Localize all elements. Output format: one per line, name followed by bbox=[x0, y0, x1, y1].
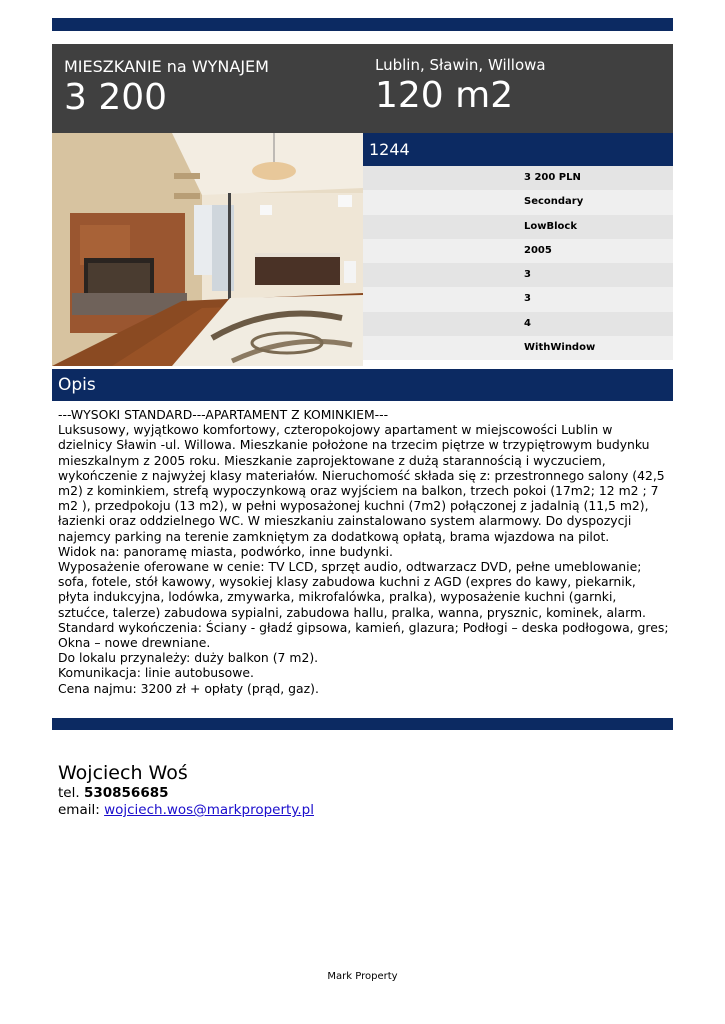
description-paragraph: Komunikacja: linie autobusowe. bbox=[58, 665, 254, 681]
property-photo bbox=[52, 133, 363, 366]
description bbox=[58, 407, 670, 696]
listing-id: 1244 bbox=[363, 133, 673, 166]
agent-phone-line bbox=[58, 785, 314, 802]
listing-parameters bbox=[363, 166, 673, 360]
agent-phone: 530856685 bbox=[83, 785, 169, 801]
email-label: email: bbox=[58, 802, 100, 818]
description-paragraph: Wyposażenie oferowane w cenie: TV LCD, sprzęt audio, odtwarzacz DVD, pełne umeblowanie; sofa, fotele, stół kawowy, wysokiej klasy zabudowa kuchni z AGD (expres do kawy, piekarnik, płyta indukcyjna, lodówka, zmywarka, mikrofalówka, pralka), wyposażenie kuchni (garnki, sztućce, talerze) zabudowa sypialni, zabudowa hallu, pralka, wanna, prysznic, kominek, alarm. bbox=[58, 559, 646, 620]
param-market: Secondary bbox=[363, 190, 673, 214]
param-floor: 3 bbox=[363, 263, 673, 287]
phone-label: tel. bbox=[58, 785, 80, 801]
contact-block bbox=[58, 761, 314, 819]
footer-company: Mark Property bbox=[327, 971, 398, 982]
offer-location: Lublin, Sławin, Willowa bbox=[375, 56, 546, 74]
description-paragraph: ---WYSOKI STANDARD---APARTAMENT Z KOMINKIEM--- bbox=[58, 407, 389, 422]
param-floors-total: 3 bbox=[363, 287, 673, 311]
param-year: 2005 bbox=[363, 239, 673, 263]
section-title: Opis bbox=[52, 369, 673, 401]
agent-email-line bbox=[58, 802, 314, 819]
bottom-accent-bar bbox=[52, 718, 673, 730]
param-kitchen: WithWindow bbox=[363, 336, 673, 360]
agent-name: Wojciech Woś bbox=[58, 762, 188, 784]
offer-type: MIESZKANIE na WYNAJEM bbox=[64, 57, 269, 76]
offer-price: 3 200 bbox=[64, 77, 168, 118]
description-paragraph: Cena najmu: 3200 zł + opłaty (prąd, gaz). bbox=[58, 680, 319, 696]
listing-header bbox=[52, 44, 673, 133]
param-price: 3 200 PLN bbox=[363, 166, 673, 190]
description-paragraph: Standard wykończenia: Ściany - gładź gipsowa, kamień, glazura; Podłogi – deska podłogowa, gres; Okna – nowe drewniane. bbox=[58, 619, 669, 651]
description-paragraph: Do lokalu przynależy: duży balkon (7 m2). bbox=[58, 650, 319, 666]
agent-email-link[interactable]: wojciech.wos@markproperty.pl bbox=[104, 802, 314, 818]
description-paragraph: Luksusowy, wyjątkowo komfortowy, czteropokojowy apartament w miejscowości Lublin w dzielnicy Sławin -ul. Willowa. Mieszkanie położone na trzecim piętrze w trzypiętrowym budynku mieszkalnym z 2005 roku. Mieszkanie zaprojektowane z dużą starannością i wyczuciem, wykończenie z najwyżej klasy materiałów. Nieruchomość składa się z: przestronnego salony (42,5 m2) z kominkiem, strefą wypoczynkową oraz wyjściem na balkon, trzech pokoi (17m2; 12 m2 ; 7 m2 ), przedpokoju (13 m2), w pełni wyposażonej kuchni (7m2) połączonej z jadalnią (11,5 m2), łazienki oraz oddzielnego WC. W mieszkaniu zainstalowano system alarmowy. Do dyspozycji najemcy parking na terenie zamkniętym za dodatkową opłatą, brama wjazdowa na pilot. bbox=[58, 422, 665, 544]
offer-area: 120 m2 bbox=[375, 75, 514, 116]
description-paragraph: Widok na: panoramę miasta, podwórko, inne budynki. bbox=[58, 543, 393, 559]
top-accent-bar bbox=[52, 18, 673, 31]
param-rooms: 4 bbox=[363, 312, 673, 336]
param-building-type: LowBlock bbox=[363, 215, 673, 239]
